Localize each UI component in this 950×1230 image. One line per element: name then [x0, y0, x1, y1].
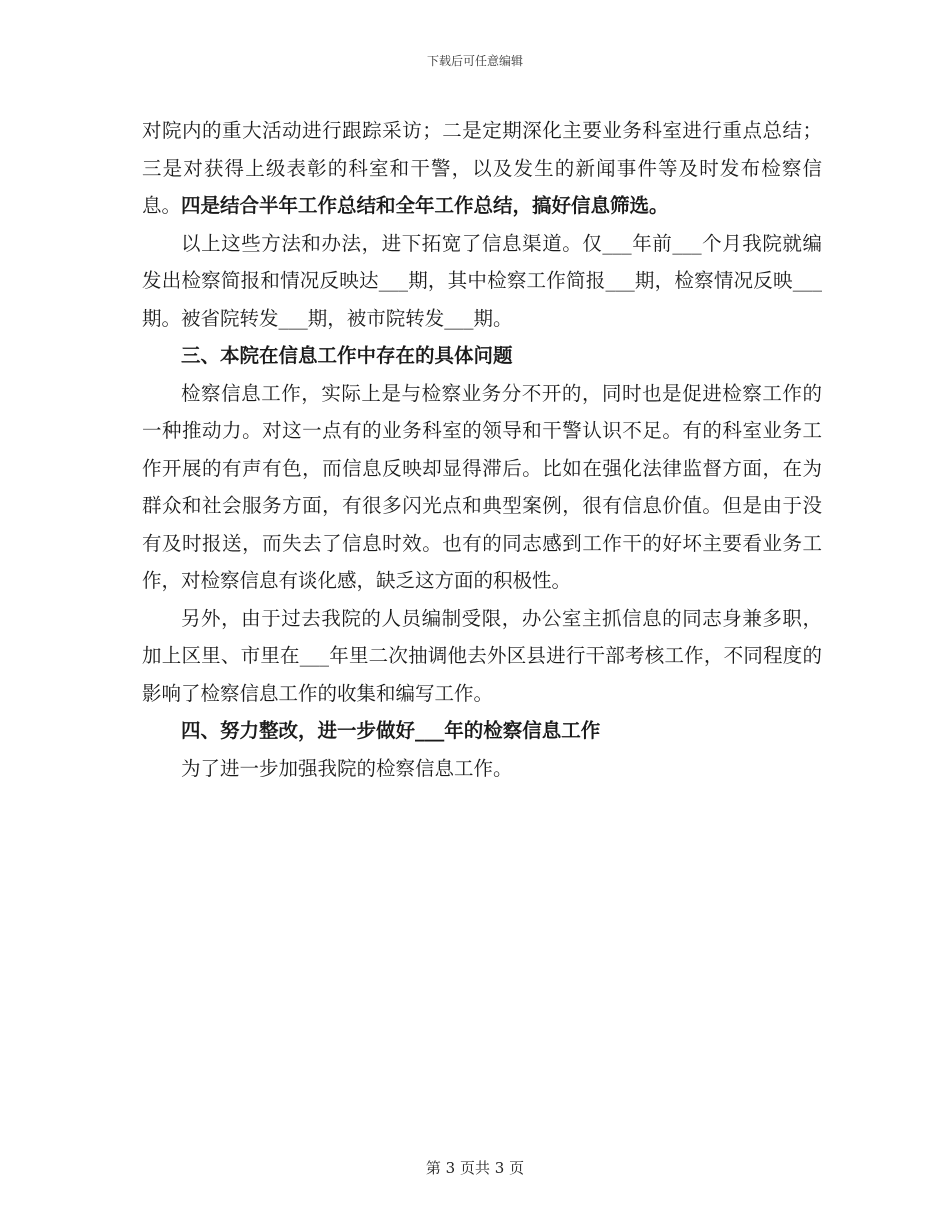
paragraph-5: 为了进一步加强我院的检察信息工作。: [181, 756, 513, 780]
paragraph-1: [142, 112, 822, 225]
page-footer: 第 3 页共 3 页: [425, 1159, 525, 1177]
paragraph-1-bold-text: 四是结合半年工作总结和全年工作总结，搞好信息筛选。: [181, 194, 669, 217]
section-heading-4: 四、努力整改，进一步做好___年的检察信息工作: [181, 719, 601, 742]
paragraph-1-text: 对院内的重大活动进行跟踪采访；二是定期深化主要业务科室进行重点总结；三是对获得上级表彰的科室和干警，以及发生的新闻事件等及时发布检察信息。: [142, 119, 822, 217]
section-heading-3: 三、本院在信息工作中存在的具体问题: [181, 344, 513, 367]
paragraph-4: 另外，由于过去我院的人员编制受限，办公室主抓信息的同志身兼多职，加上区里、市里在___年里二次抽调他去外区县进行干部考核工作，不同程度的影响了检察信息工作的收集和编写工作。: [142, 606, 822, 705]
paragraph-2: 以上这些方法和办法，进下拓宽了信息渠道。仅___年前___个月我院就编发出检察简报和情况反映达___期，其中检察工作简报___期，检察情况反映___期。被省院转发___期，被市院转发___期。: [142, 231, 822, 330]
paragraph-3: 检察信息工作，实际上是与检察业务分不开的，同时也是促进检察工作的一种推动力。对这一点有的业务科室的领导和干警认识不足。有的科室业务工作开展的有声有色，而信息反映却显得滞后。比如在强化法律监督方面，在为群众和社会服务方面，有很多闪光点和典型案例，很有信息价值。但是由于没有及时报送，而失去了信息时效。也有的同志感到工作干的好坏主要看业务工作，对检察信息有谈化感，缺乏这方面的积极性。: [142, 381, 822, 592]
page-header: 下载后可任意编辑: [426, 54, 523, 68]
document-body: [142, 112, 822, 787]
